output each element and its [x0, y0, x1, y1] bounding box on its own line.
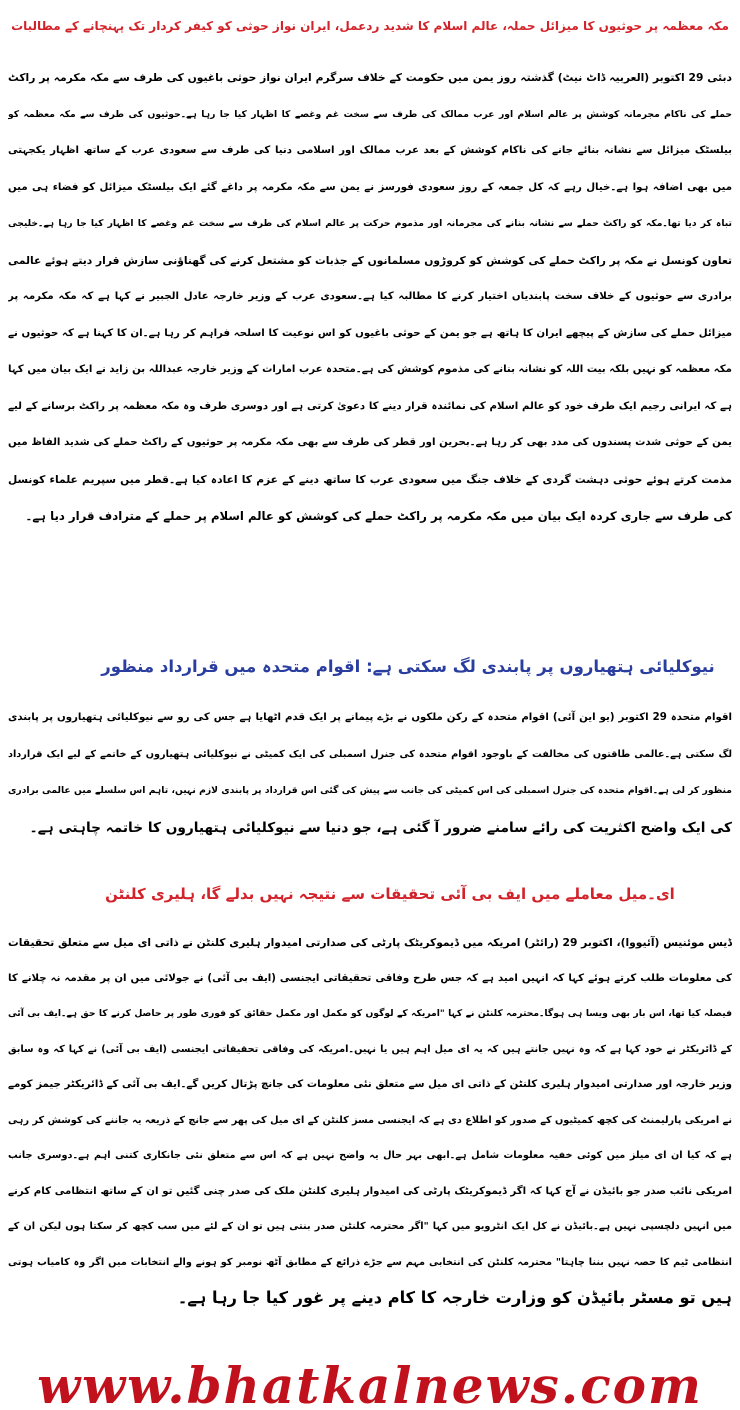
article3-headline: ای۔میل معاملے میں ایف بی آئی تحقیقات سے نتیجہ نہیں بدلے گا، ہلیری کلنٹن: [105, 885, 675, 903]
body-line: کی معلومات طلب کرتے ہوئے کہا کہ انہیں امید ہے کہ جس طرح وفاقی تحقیقاتی ایجنسی (ایف بی آئی) نے جولائی میں ان پر مقدمہ نہ چلانے کا: [8, 972, 732, 984]
body-line: میں انہیں دلچسپی نہیں ہے۔بائیڈن نے کل ایک انٹرویو میں کہا "اگر محترمہ کلنٹن صدر بنتی ہیں تو ان کے لئے میں سب کچھ کر سکتا ہوں لیکن ان کے: [8, 1221, 732, 1232]
article-headline: مکہ معظمہ پر حوثیوں کا میزائل حملہ، عالم اسلام کا شدید ردعمل، ایران نواز حوثی کو کیفر کردار تک پہنچانے کے مطالبات: [11, 19, 729, 33]
body-line: مکہ معظمہ کو نہیں بلکہ بیت اللہ کو نشانہ بنانے کی مذموم کوشش کی ہے۔متحدہ عرب امارات کے وزیر خارجہ عبداللہ بن زاید نے ایک بیان میں کہا: [8, 364, 732, 375]
body-line: نے امریکی پارلیمنٹ کی کچھ کمیٹیوں کے صدور کو اطلاع دی ہے کہ ایجنسی مسز کلنٹن کے ای میل کی پھر سے جانچ کے ذریعہ یہ جاننے کی کوشش کر رہی: [8, 1114, 732, 1126]
body-line: بیلسٹک میزائل سے نشانہ بنائے جانے کی ناکام کوشش کے بعد عرب ممالک اور اسلامی دنیا کی طرف سے سعودی عرب کے ساتھ اظہار یکجہتی: [8, 145, 732, 156]
body-line: دبئی 29 اکتوبر (العربیہ ڈاٹ نیٹ) گذشتہ روز یمن میں حکومت کے خلاف سرگرم ایران نواز حوثی باغیوں کی طرف سے مکہ مکرمہ پر راکٹ: [8, 71, 732, 84]
body-line: وزیر خارجہ اور صدارتی امیدوار ہلیری کلنٹن کے ذاتی ای میل سے متعلق نئی معلومات کی جانچ پڑتال کریں گے۔ایف بی آئی کے ڈائریکٹر جیمز کومے: [8, 1079, 732, 1090]
body-line: کی ایک واضح اکثریت کی رائے سامنے ضرور آ گئی ہے، جو دنیا سے نیوکلیائی ہتھیاروں کا خاتمہ چاہتی ہے۔: [29, 819, 732, 836]
body-line: تعاون کونسل نے مکہ پر راکٹ حملے کی کوشش کو کروڑوں مسلمانوں کے جذبات کو مشتعل کرنے کی گھناؤنی سازش قرار دیتے ہوئے عالمی: [8, 253, 732, 267]
body-line: حملے کی ناکام مجرمانہ کوشش پر عالم اسلام اور عرب ممالک کی طرف سے سخت غم وغصے کا اظہار کیا جا رہا ہے۔حوثیوں کی طرف سے مکہ معظمہ کو: [8, 108, 732, 120]
body-line: منظور کر لی ہے۔اقوام متحدہ کی جنرل اسمبلی کی اس کمیٹی کی جانب سے پیش کی گئی اس قرارداد پر پابندی لازم نہیں، تاہم اس سلسلے میں عالمی برادری: [8, 785, 732, 796]
body-line: امریکی نائب صدر جو بائیڈن نے آج کہا کہ اگر ڈیموکریٹک پارٹی کی امیدوار ہلیری کلنٹن ملک کی صدر چنی گئیں تو ان کے ساتھ انتظامی کام کرنے: [8, 1185, 732, 1197]
body-line: اقوام متحدہ 29 اکتوبر (یو این آئی) اقوام متحدہ کے رکن ملکوں نے بڑے پیمانے پر ایک قدم اٹھایا ہے جس کی رو سے نیوکلیائی ہتھیاروں پر پابندی: [8, 712, 732, 723]
body-line: میزائل حملے کی سازش کے پیچھے ایران کا ہاتھ ہے جو یمن کے حوثی باغیوں کو اس نوعیت کا اسلحہ فراہم کر رہا ہے۔ان کا کہنا ہے کہ حوثیوں نے: [8, 327, 732, 339]
body-line: لگ سکتی ہے۔عالمی طاقتوں کی مخالفت کے باوجود اقوام متحدہ کی جنرل اسمبلی کی ایک کمیٹی نے نیوکلیائی ہتھیاروں کے خاتمے کے لیے ایک قرارداد: [8, 748, 732, 760]
body-line: کی طرف سے جاری کردہ ایک بیان میں مکہ مکرمہ پر راکٹ حملے کی کوشش کو عالم اسلام پر حملے کے مترادف قرار دیا ہے۔: [25, 509, 732, 523]
body-line: انتظامی ٹیم کا حصہ نہیں بننا چاہتا" محترمہ کلنٹن کی انتخابی مہم سے جڑے ذرائع کے مطابق آٹھ نومبر کو ہونے والے انتخابات میں اگر وہ کامیاب ہوتی: [8, 1256, 732, 1268]
body-line: ہے کہ کیا ان ای میلز میں کوئی خفیہ معلومات شامل ہے۔ابھی بہر حال یہ واضح نہیں ہے کہ اس سے متعلق نئی جانکاری کتنی اہم ہے۔دوسری جانب: [8, 1150, 732, 1161]
body-line: ہے کہ ایرانی رجیم ایک طرف خود کو عالم اسلام کی نمائندہ قرار دینے کا دعویٰ کرتی ہے اور دوسری طرف وہ مکہ معظمہ پر راکٹ برسانے کے لیے: [8, 400, 732, 412]
body-line: تباہ کر دیا تھا۔مکہ کو راکٹ حملے سے نشانہ بنانے کی مجرمانہ اور مذموم حرکت پر عالم اسلام کی طرف سے سخت غم وغصے کا اظہار کیا جا رہا ہے۔خلیجی: [8, 218, 732, 229]
site-url-watermark: www.bhatkalnews.com: [37, 1362, 703, 1410]
body-line: کے ڈائریکٹر نے خود کہا ہے کہ وہ نہیں جانتے ہیں کہ یہ ای میل اہم ہیں یا نہیں۔امریکہ کی وفاقی تحقیقاتی ایجنسی (ایف بی آئی) نے کہا کہ وہ سابق: [8, 1043, 732, 1055]
body-line: مذمت کرتے ہوئے حوثی دہشت گردی کے خلاف جنگ میں سعودی عرب کا ساتھ دینے کے عزم کا اعادہ کیا ہے۔قطر میں سپریم علماء کونسل: [8, 472, 732, 486]
body-line: ڈیس موئنیس (آئیووا)، اکتوبر 29 (رائٹر) امریکہ میں ڈیموکریٹک پارٹی کی صدارتی امیدوار ہلیری کلنٹن نے ذاتی ای میل سے متعلق تحقیقات: [8, 936, 732, 949]
body-line: فیصلہ کیا تھا، اس بار بھی ویسا ہی ہوگا۔محترمہ کلنٹن نے کہا "امریکہ کے لوگوں کو مکمل اور مکمل حقائق کو فوری طور پر حاصل کرنے کا حق ہے۔ایف بی آئی: [8, 1008, 732, 1019]
article2-body: [8, 700, 732, 846]
article-body: [8, 60, 732, 535]
body-line: ہیں تو مسٹر بائیڈن کو وزارت خارجہ کا کام دینے پر غور کیا جا رہا ہے۔: [177, 1288, 732, 1307]
article3-body: [8, 925, 732, 1316]
body-line: میں بھی اضافہ ہوا ہے۔خیال رہے کہ کل جمعہ کے روز سعودی فورسز نے یمن سے مکہ مکرمہ پر داغے گئے ایک بیلسٹک میزائل کو فضاء ہی میں: [8, 181, 732, 193]
body-line: برادری سے حوثیوں کے خلاف سخت پابندیاں اختیار کرنے کا مطالبہ کیا ہے۔سعودی عرب کے وزیر خارجہ عادل الجبیر نے کہا ہے کہ مکہ مکرمہ پر: [8, 291, 732, 302]
body-line: یمن کے حوثی شدت پسندوں کی مدد بھی کر رہا ہے۔بحرین اور قطر کی طرف سے بھی مکہ مکرمہ پر حوثیوں کے راکٹ حملے کی شدید الفاظ میں: [8, 437, 732, 448]
article2-headline: نیوکلیائی ہتھیاروں پر پابندی لگ سکتی ہے: اقوام متحدہ میں قرارداد منظور: [101, 657, 715, 676]
